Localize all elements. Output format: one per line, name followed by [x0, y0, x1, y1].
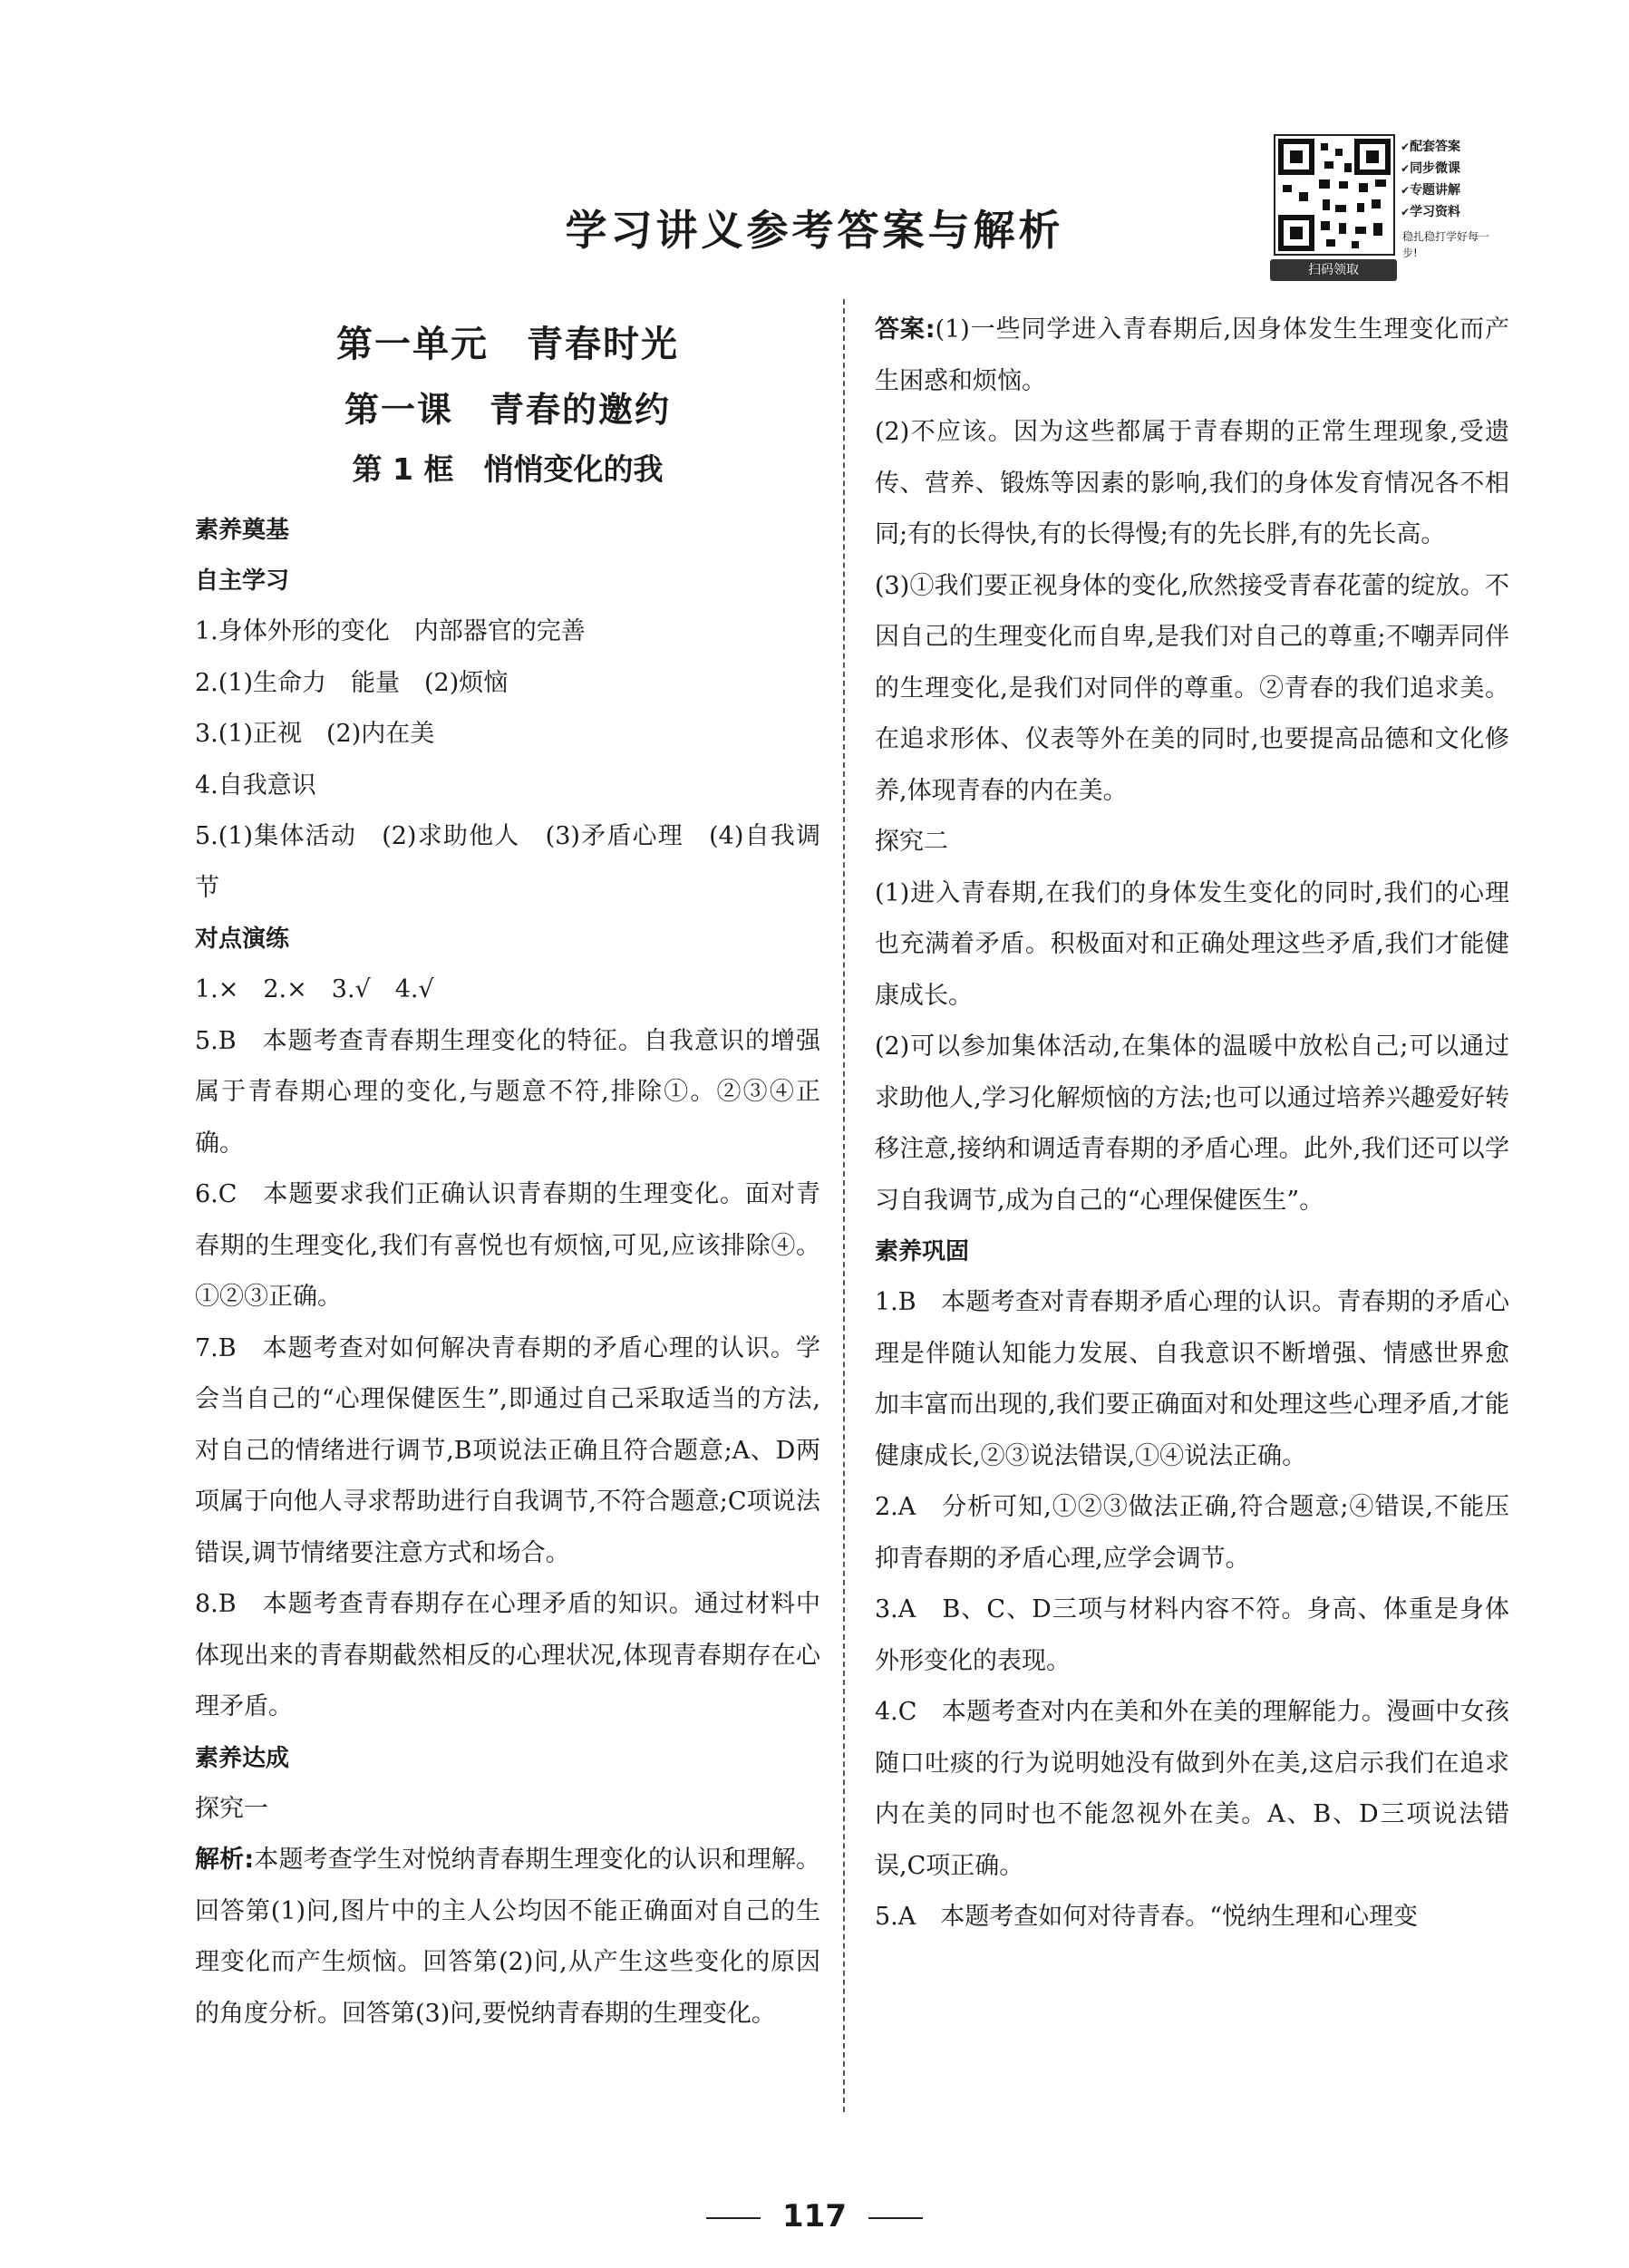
- column-divider: [843, 299, 845, 2112]
- qr-code[interactable]: [1274, 134, 1395, 256]
- answer-paragraph: 2.A 分析可知,①②③做法正确,符合题意;④错误,不能压抑青春期的矛盾心理,应学会调节。: [875, 1493, 1509, 1573]
- qr-feature-item: ✔ 同步微课: [1401, 158, 1500, 179]
- page-number: [0, 2198, 1629, 2234]
- qr-feature-item: ✔ 学习资料: [1401, 201, 1500, 223]
- subheading-self-study: 自主学习: [195, 567, 290, 595]
- answer-paragraph: [875, 305, 1509, 407]
- qr-block: [1265, 134, 1490, 288]
- analysis-paragraph: [195, 1835, 820, 2040]
- page-number-dash: [706, 2217, 761, 2219]
- answer-paragraph: 7.B 本题考查对如何解决青春期的矛盾心理的认识。学会当自己的“心理保健医生”,即通过自己采取适当的方法,对自己的情绪进行调节,B项说法正确且符合题意;A、D两项属于向他人寻求帮助进行自我调节,不符合题意;C项说法错误,调节情绪要注意方式和场合。: [195, 1333, 820, 1567]
- unit-heading: 第一单元 青春时光: [336, 324, 679, 365]
- qr-code-icon: [1275, 136, 1393, 254]
- answer-paragraph: (2)可以参加集体活动,在集体的温暖中放松自己;可以通过求助他人,学习化解烦恼的方法;也可以通过培养兴趣爱好转移注意,接纳和调适青春期的矛盾心理。此外,我们还可以学习自我调节,成为自己的“心理保健医生”。: [875, 1032, 1509, 1215]
- answer-paragraph: 1.B 本题考查对青春期矛盾心理的认识。青春期的矛盾心理是伴随认知能力发展、自我意识不断增强、情感世界愈加丰富而出现的,我们要正确面对和处理这些心理矛盾,才能健康成长,②③说法错误,①④说法正确。: [875, 1288, 1509, 1470]
- page-number-value: 117: [782, 2198, 847, 2234]
- explore-two-label: 探究二: [875, 828, 948, 856]
- qr-scan-label: 扫码领取: [1270, 259, 1397, 281]
- answer-line: 4.自我意识: [195, 771, 316, 800]
- left-column: [195, 308, 820, 2040]
- answer-paragraph: 4.C 本题考查对内在美和外在美的理解能力。漫画中女孩随口吐痰的行为说明她没有做到外在美,这启示我们在追求内在美的同时也不能忽视外在美。A、B、D三项说法错误,C项正确。: [875, 1698, 1509, 1880]
- answer-label: 答案:: [875, 315, 936, 344]
- answer-paragraph: (3)①我们要正视身体的变化,欣然接受青春花蕾的绽放。不因自己的生理变化而自卑,是我们对自己的尊重;不嘲弄同伴的生理变化,是我们对同伴的尊重。②青春的我们追求美。在追求形体、仪表等外在美的同时,也要提高品德和文化修养,体现青春的内在美。: [875, 571, 1509, 805]
- analysis-text: 本题考查学生对悦纳青春期生理变化的认识和理解。回答第(1)问,图片中的主人公均因不能正确面对自己的生理变化而产生烦恼。回答第(2)问,从产生这些变化的原因的角度分析。回答第(3)问,要悦纳青春期的生理变化。: [195, 1846, 820, 2028]
- answer-line: 5.(1)集体活动 (2)求助他人 (3)矛盾心理 (4)自我调节: [195, 822, 820, 902]
- answer-paragraph: 5.A 本题考查如何对待青春。“悦纳生理和心理变: [875, 1903, 1419, 1931]
- qr-feature-item: ✔ 配套答案: [1401, 136, 1500, 158]
- subheading-drill: 对点演练: [195, 926, 290, 953]
- answer-line: 1.× 2.× 3.√ 4.√: [195, 975, 434, 1003]
- answer-paragraph: 3.A B、C、D三项与材料内容不符。身高、体重是身体外形变化的表现。: [875, 1595, 1509, 1675]
- qr-slogan: 稳扎稳打学好每一步!: [1402, 230, 1490, 259]
- answer-paragraph: (1)进入青春期,在我们的身体发生变化的同时,我们的心理也充满着矛盾。积极面对和正确处理这些矛盾,我们才能健康成长。: [875, 878, 1509, 1010]
- answer-paragraph: 6.C 本题要求我们正确认识青春期的生理变化。面对青春期的生理变化,我们有喜悦也有烦恼,可见,应该排除④。①②③正确。: [195, 1180, 820, 1311]
- answer-paragraph: 5.B 本题考查青春期生理变化的特征。自我意识的增强属于青春期心理的变化,与题意不符,排除①。②③④正确。: [195, 1026, 820, 1158]
- section-heading-foundation: 素养奠基: [195, 517, 290, 544]
- qr-feature-list: [1401, 136, 1500, 223]
- explore-one-label: 探究一: [195, 1794, 268, 1823]
- frame-heading: 第 1 框 悄悄变化的我: [352, 451, 664, 487]
- answer-line: 3.(1)正视 (2)内在美: [195, 720, 435, 748]
- page-title: 学习讲义参考答案与解析: [565, 206, 1064, 255]
- answer-line: 2.(1)生命力 能量 (2)烦恼: [195, 668, 509, 697]
- section-heading-achievement: 素养达成: [195, 1744, 290, 1772]
- page-number-dash: [868, 2217, 923, 2219]
- analysis-label: 解析:: [195, 1846, 255, 1874]
- qr-feature-item: ✔ 专题讲解: [1401, 179, 1500, 201]
- right-column: [875, 305, 1509, 1943]
- answer-text: (1)一些同学进入青春期后,因身体发生生理变化而产生困惑和烦恼。: [875, 315, 1509, 395]
- answer-line: 1.身体外形的变化 内部器官的完善: [195, 617, 586, 645]
- answer-paragraph: 8.B 本题考查青春期存在心理矛盾的知识。通过材料中体现出来的青春期截然相反的心理状况,体现青春期存在心理矛盾。: [195, 1590, 820, 1720]
- section-heading-consolidation: 素养巩固: [875, 1238, 970, 1265]
- answer-paragraph: (2)不应该。因为这些都属于青春期的正常生理现象,受遗传、营养、锻炼等因素的影响,我们的身体发育情况各不相同;有的长得快,有的长得慢;有的先长胖,有的先长高。: [875, 418, 1509, 548]
- lesson-heading: 第一课 青春的邀约: [344, 390, 671, 430]
